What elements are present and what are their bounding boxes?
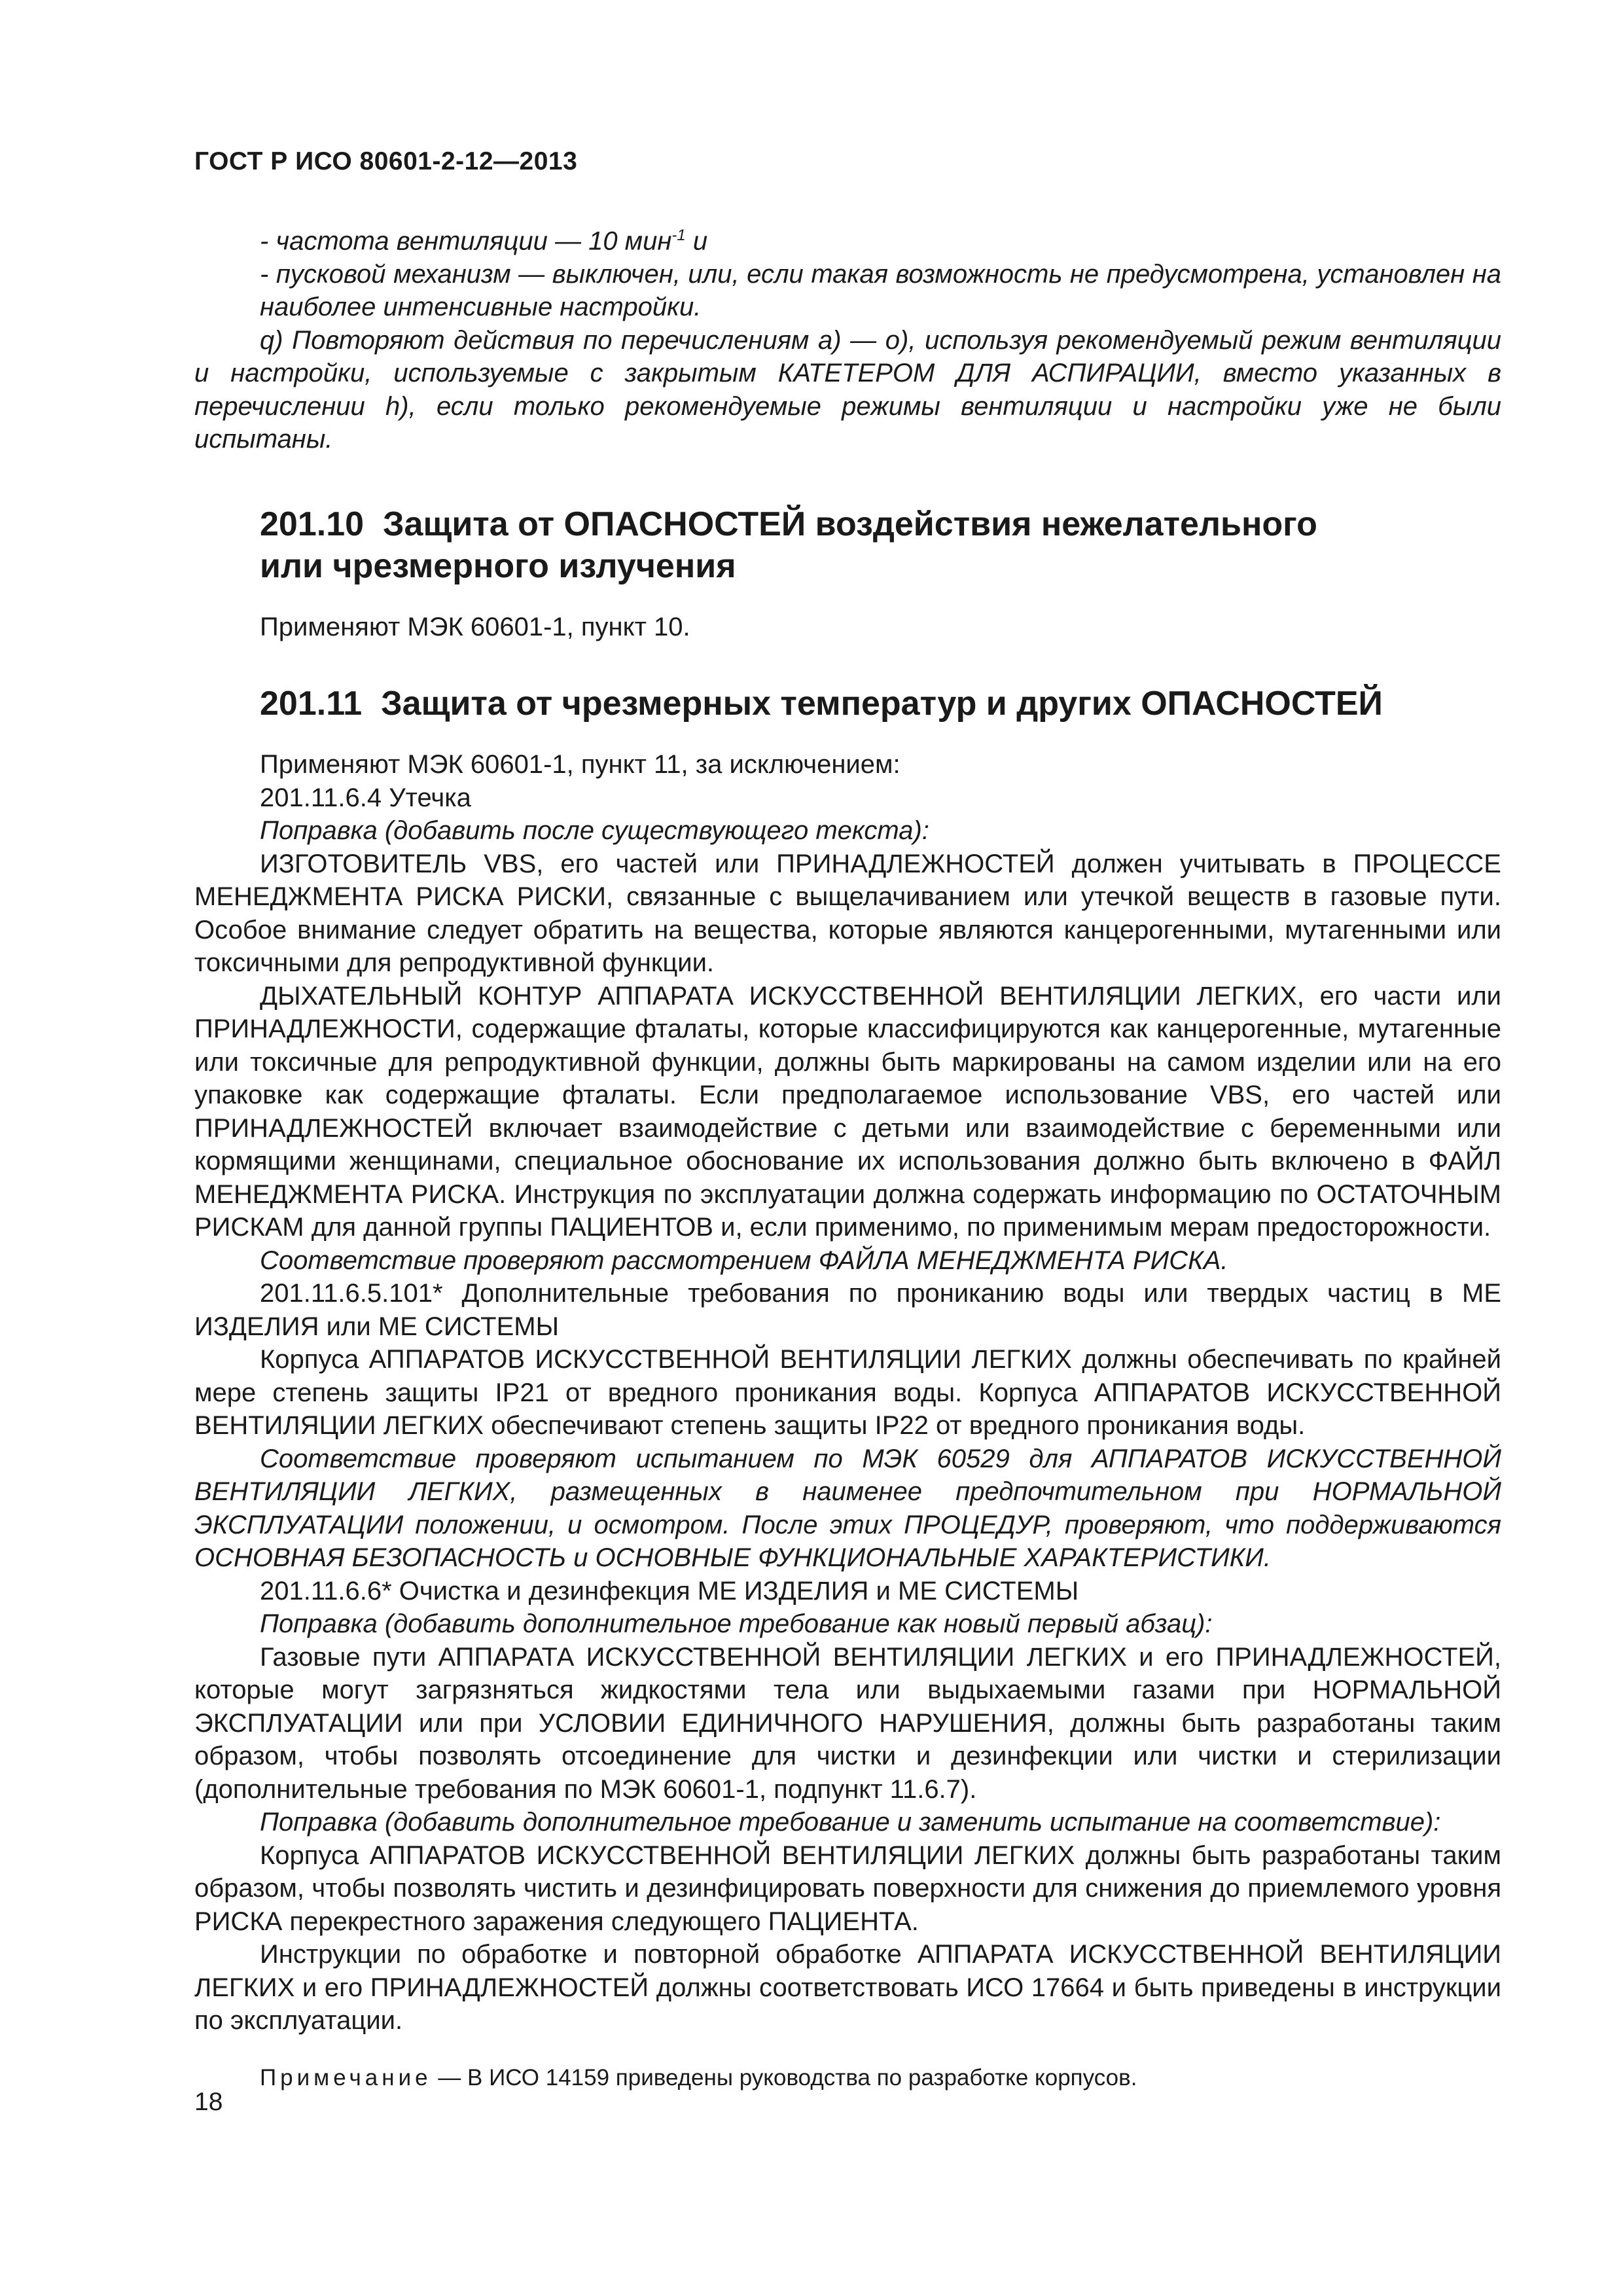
frequency-superscript: -1 <box>671 226 686 244</box>
note <box>194 2064 1501 2092</box>
section-number: 201.10 <box>260 505 365 543</box>
subclause-heading-leak: 201.11.6.4 Утечка <box>260 783 471 812</box>
paragraph-4: Газовые пути АППАРАТА ИСКУССТВЕННОЙ ВЕНТИЛЯЦИИ ЛЕГКИХ и его ПРИНАДЛЕЖНОСТЕЙ, которые могут загрязняться жидкостями тела или выдыхаемыми газами при НОРМАЛЬНОЙ ЭКСПЛУАТАЦИИ или при УСЛОВИИ ЕДИНИЧНОГО НАРУШЕНИЯ, должны быть разработаны таким образом, чтобы позволять отсоединение для чистки и дезинфекции или чистки и стерилизации (дополнительные требования по МЭК 60601-1, подпункт 11.6.7). <box>194 1642 1501 1804</box>
applies-text-11: Применяют МЭК 60601-1, пункт 11, за исключением: <box>260 750 901 780</box>
applies-text-10: Применяют МЭК 60601-1, пункт 10. <box>260 612 690 641</box>
paragraph-3: Корпуса АППАРАТОВ ИСКУССТВЕННОЙ ВЕНТИЛЯЦИИ ЛЕГКИХ должны обеспечивать по крайней мере степень защиты IP21 от вредного проникания воды. Корпуса АППАРАТОВ ИСКУССТВЕННОЙ ВЕНТИЛЯЦИИ ЛЕГКИХ обеспечивают степень защиты IP22 от вредного проникания воды. <box>194 1345 1501 1441</box>
amendment-1: Поправка (добавить после существующего текста): <box>260 816 929 846</box>
paragraph-5: Корпуса АППАРАТОВ ИСКУССТВЕННОЙ ВЕНТИЛЯЦИИ ЛЕГКИХ должны быть разработаны таким образом, чтобы позволять чистить и дезинфицировать поверхности для снижения до приемлемого уровня РИСКА перекрестного заражения следующего ПАЦИЕНТА. <box>194 1840 1501 1936</box>
section-title-line2: или чрезмерного излучения <box>260 547 736 585</box>
compliance-1: Соответствие проверяют рассмотрением ФАЙЛА МЕНЕДЖМЕНТА РИСКА. <box>260 1246 1228 1275</box>
section-title: Защита от чрезмерных температур и других ОПАСНОСТЕЙ <box>381 685 1383 723</box>
amendment-2: Поправка (добавить дополнительное требование как новый первый абзац): <box>260 1609 1213 1639</box>
paragraph-2: ДЫХАТЕЛЬНЫЙ КОНТУР АППАРАТА ИСКУССТВЕННОЙ ВЕНТИЛЯЦИИ ЛЕГКИХ, его части или ПРИНАДЛЕЖНОСТИ, содержащие фталаты, которые классифицируются как канцерогенные, мутагенные или токсичные для репродуктивной функции, должны быть маркированы на самом изделии или на его упаковке как содержащие фталаты. Если предполагаемое использование VBS, его частей или ПРИНАДЛЕЖНОСТЕЙ включает взаимодействие с детьми или взаимодействие с беременными или кормящими женщинами, специальное обоснование их использования должно быть включено в ФАЙЛ МЕНЕДЖМЕНТА РИСКА. Инструкция по эксплуатации должна содержать информацию по ОСТАТОЧНЫМ РИСКАМ для данной группы ПАЦИЕНТОВ и, если применимо, по применимым мерам предосторожности. <box>194 981 1501 1242</box>
frequency-text: - частота вентиляции — 10 мин <box>260 226 672 256</box>
subclause-heading-clean: 201.11.6.6* Очистка и дезинфекция МЕ ИЗДЕЛИЯ и МЕ СИСТЕМЫ <box>260 1576 1079 1605</box>
section-heading-201-10 <box>194 503 1501 587</box>
list-item-trigger: - пусковой механизм — выключен, или, если такая возможность не предусмотрена, установлен на наиболее интенсивные настройки. <box>260 259 1501 322</box>
document-header: ГОСТ Р ИСО 80601-2-12—2013 <box>194 147 578 175</box>
list-item-frequency <box>194 219 1501 258</box>
subclause-heading-ip: 201.11.6.5.101* Дополнительные требования по прониканию воды или твердых частиц в МЕ ИЗДЕЛИЯ или МЕ СИСТЕМЫ <box>194 1279 1501 1341</box>
frequency-suffix: и <box>685 226 708 256</box>
note-label: Примечание <box>260 2064 432 2090</box>
amendment-3: Поправка (добавить дополнительное требование и заменить испытание на соответствие): <box>260 1808 1441 1837</box>
section-heading-201-11 <box>194 683 1501 725</box>
compliance-2: Соответствие проверяют испытанием по МЭК 60529 для АППАРАТОВ ИСКУССТВЕННОЙ ВЕНТИЛЯЦИИ ЛЕГКИХ, размещенных в наименее предпочтительном при НОРМАЛЬНОЙ ЭКСПЛУАТАЦИИ положении, и осмотром. После этих ПРОЦЕДУР, проверяют, что поддерживаются ОСНОВНАЯ БЕЗОПАСНОСТЬ и ОСНОВНЫЕ ФУНКЦИОНАЛЬНЫЕ ХАРАКТЕРИСТИКИ. <box>194 1444 1501 1573</box>
note-text: — В ИСО 14159 приведены руководства по разработке корпусов. <box>431 2064 1137 2090</box>
section-number: 201.11 <box>260 685 363 723</box>
paragraph-1: ИЗГОТОВИТЕЛЬ VBS, его частей или ПРИНАДЛЕЖНОСТЕЙ должен учитывать в ПРОЦЕССЕ МЕНЕДЖМЕНТА РИСКА РИСКИ, связанные с выщелачиванием или утечкой веществ в газовые пути. Особое внимание следует обратить на вещества, которые являются канцерогенными, мутагенными или токсичными для репродуктивной функции. <box>194 849 1501 978</box>
page-number: 18 <box>194 2088 223 2116</box>
paragraph-6: Инструкции по обработке и повторной обработке АППАРАТА ИСКУССТВЕННОЙ ВЕНТИЛЯЦИИ ЛЕГКИХ и его ПРИНАДЛЕЖНОСТЕЙ должны соответствовать ИСО 17664 и быть приведены в инструкции по эксплуатации. <box>194 1940 1501 2036</box>
page-content <box>194 219 1501 2092</box>
list-item-q: q) Повторяют действия по перечислениям а) — о), используя рекомендуемый режим вентиляции и настройки, используемые с закрытым КАТЕТЕРОМ ДЛЯ АСПИРАЦИИ, вместо указанных в перечислении h), если только рекомендуемые режимы вентиляции и настройки уже не были испытаны. <box>194 325 1501 454</box>
section-title-line1: Защита от ОПАСНОСТЕЙ воздействия нежелательного <box>382 505 1317 543</box>
